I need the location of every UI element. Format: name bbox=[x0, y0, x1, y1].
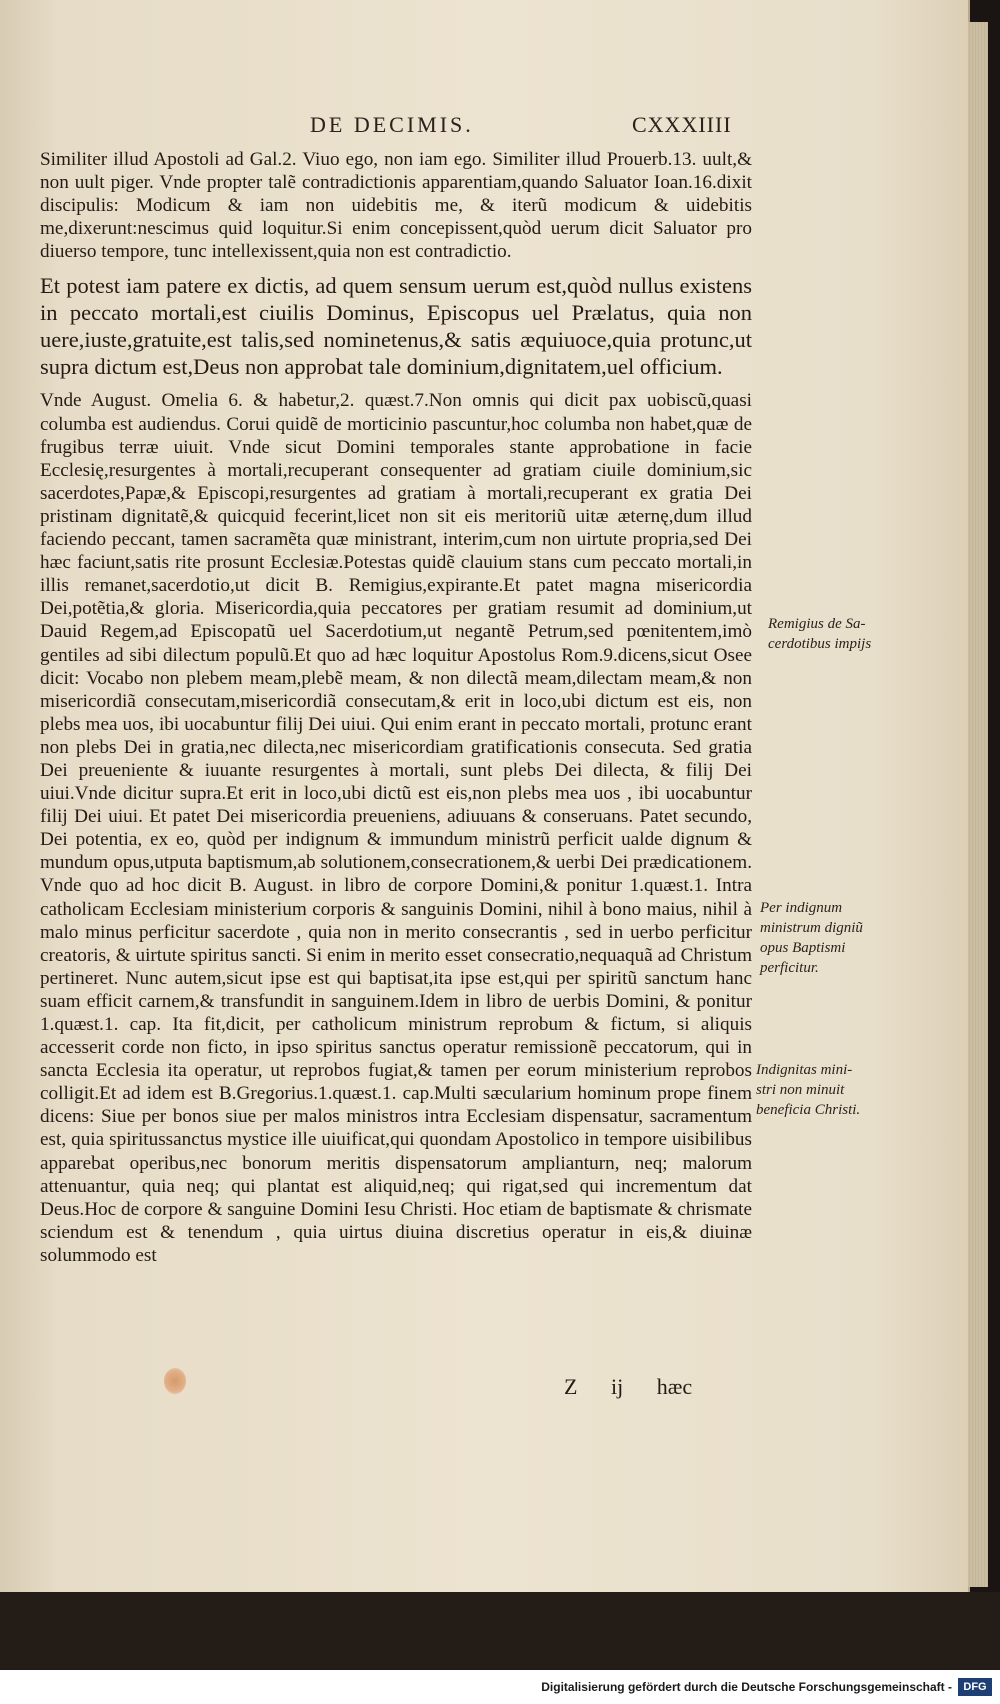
page-header bbox=[40, 112, 740, 140]
marginal-note-indignitas: Indignitas mini- stri non minuit beneficia Christi. bbox=[756, 1062, 861, 1118]
funding-notice: Digitalisierung gefördert durch die Deutsche Forschungsgemeinschaft - bbox=[541, 1680, 952, 1694]
catchword: hæc bbox=[656, 1374, 693, 1399]
page-edge bbox=[968, 22, 988, 1587]
catchline bbox=[564, 1374, 720, 1400]
paragraph-1: Similiter illud Apostoli ad Gal.2. Viuo ego, non iam ego. Similiter illud Prouerb.13. uult,& non uult piger. Vnde propter talẽ contradictionis apparentiam,quando Saluator Ioan.16.dixit discipulis: Modicum & iam non uidebitis me, & iterũ modicum & uidebitis me,dixerunt:nescimus quid loquitur.Si enim concepissent,quòd uerum dicit Saluator pro diuerso tempore, tunc intellexissent,quia non est contradictio. bbox=[40, 149, 752, 263]
marginal-note-remigius: Remigius de Sa- cerdotibus impijs bbox=[768, 616, 872, 652]
signature-mark: Z bbox=[564, 1374, 578, 1399]
scan-background bbox=[0, 1592, 1000, 1670]
signature-leaf: ij bbox=[610, 1374, 624, 1399]
running-head: DE DECIMIS. bbox=[310, 112, 474, 137]
footer-bar bbox=[0, 1670, 1000, 1704]
paragraph-3: Vnde August. Omelia 6. & habetur,2. quæst.7.Non omnis qui dicit pax uobiscũ,quasi columba est audiendus. Corui quidẽ de morticinio pascuntur,hoc columba non habet,quæ de frugibus terræ uiuit. Vnde sicut Domini temporales stante approbatione in facie Ecclesię,resurgentes à mortali,recuperant consequenter ad gratiam ciuile dominium,sic sacerdotes,Papæ,& Episcopi,resurgentes ad gratiam à mortali,recuperant ex gratia Dei pristinam dignitatẽ,& quicquid fecerint,licet non sit eis meritoriũ uitæ æternę,dum illud faciendo peccant, tamen sacramẽta quæ ministrant, interim,cum non uirtute propria,sed Dei hæc faciunt,satis rite prosunt Ecclesiæ.Potestas quidẽ clauium stans cum peccato mortali,in illis remanet,sacerdotio,ut dicit B. Remigius,expirante.Et patet magna misericordia Dei,potẽtia,& gloria. Misericordia,quia peccatores per gratiam resumit ad dominium,ut Dauid Regem,ad Episcopatũ uel Sacerdotium,ut negantẽ Petrum,sed pœnitentem,imò gentiles ad sibi dilectum populũ.Et quo ad hæc loquitur Apostolus Rom.9.dicens,sicut Osee dicit: Vocabo non plebem meam,plebẽ meam, & non dilectã meam,dilectam meam,& non misericordiã consecutam,misericordiã consecutam,& erit in loco,ubi dictum est eis, non plebs mea uos, ibi uocabuntur filij Dei uiui. Qui enim erant in peccato mortali, protunc erant non plebs Dei in gratia,nec dilecta,nec misericordiam gratificationis consecuta. Sed gratia Dei preueniente & iuuante resurgentes à mortali, sunt plebs Dei dilecta, & filij Dei uiui.Vnde dicitur supra.Et erit in loco,ubi dictũ est eis,non plebs mea uos , ibi uocabuntur filij Dei uiui. Et patet Dei misericordia preueniens, adiuuans & conseruans. Patet secundo, Dei potentia, ex eo, quòd per indignum & immundum ministrũ perficit ualde dignum & mundum opus,utputa baptismum,ab solutionem,consecrationem,& uerbi Dei prædicationem. Vnde quo ad hoc dicit B. August. in libro de corpore Domini,& ponitur 1.quæst.1. Intra catholicam Ecclesiam ministerium corporis & sanguinis Domini, nihil à bono maius, nihil à malo minus perficitur sacerdote , quia non in merito consecrantis , sed in uerbo perficitur creatoris, & uirtute spiritus sancti. Si enim in merito esset consecratio,nequaquã ad Christum pertineret. Nunc autem,sicut ipse est qui baptisat,ita ipse est,qui per spiritũ sanctum hanc suam efficit carnem,& transfundit in sanguinem.Idem in libro de uerbis Domini, & ponitur 1.quæst.1. cap. Ita fit,dicit, per catholicum ministrum reprobum & fictum, si aliquis accesserit corde non ficto, in ipso spiritus sanctus operatur remissionẽ peccatorum, qui in sancta Ecclesia ita operatur, ut reprobos fugiat,& tamen per eorum ministerium reprobos colligit.Et ad idem est B.Gregorius.1.quæst.1. cap.Multi sæcularium hominum prope finem dicens: Siue per bonos siue per malos ministros intra Ecclesiam dispensatur, sacramentum est, quia spiritussanctus mystice ille uiuificat,qui quondam Apostolico in tempore uisibilibus apparebat operibus,nec bonorum meritis dispensatorum amplianturn, neq; malorum attenuantur, quia neq; qui plantat est aliquid,neq; qui rigat,sed qui incrementum dat Deus.Hoc de corpore & sanguine Domini Iesu Christi. Hoc etiam de baptismate & chrismate sciendum est & tenendum , quia uirtus diuina discretius operatur in eis,& diuinæ solummodo est bbox=[40, 390, 752, 1266]
paper-stain bbox=[164, 1368, 186, 1394]
marginal-note-per-indignum: Per indignum ministrum digniũ opus Baptismi perficitur. bbox=[760, 900, 863, 976]
main-text bbox=[40, 148, 752, 1276]
paragraph-2: Et potest iam patere ex dictis, ad quem sensum uerum est,quòd nullus existens in peccato mortali,est ciuilis Dominus, Episcopus uel Prælatus, quia non uere,iuste,gratuite,est talis,sed nominetenus,& satis æquiuoce,quia protunc,ut supra dictum est,Deus non approbat tale dominium,dignitatem,uel officium. bbox=[40, 273, 752, 380]
folio-number: CXXXIIII bbox=[632, 112, 732, 137]
dfg-logo-icon: DFG bbox=[958, 1678, 992, 1696]
